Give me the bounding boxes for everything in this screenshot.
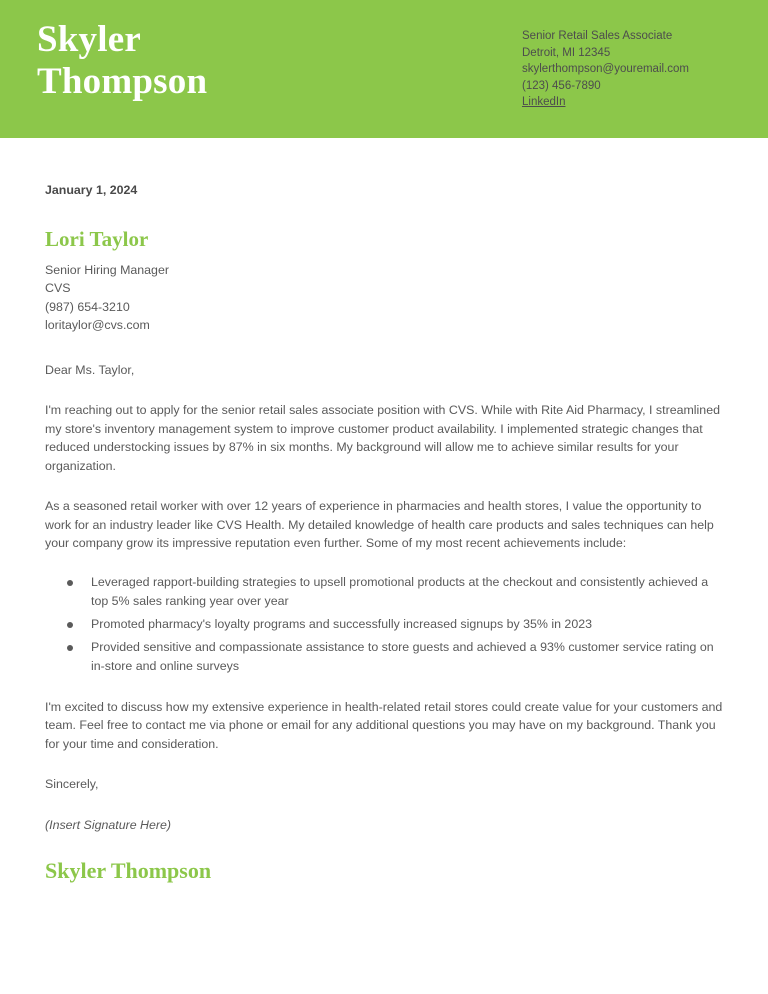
letter-date: January 1, 2024 xyxy=(45,183,138,197)
applicant-first-name: Skyler xyxy=(37,19,141,60)
signature-name: Skyler Thompson xyxy=(45,858,212,883)
recipient-block xyxy=(45,227,724,335)
recipient-company: CVS xyxy=(45,281,71,295)
recipient-phone: (987) 654-3210 xyxy=(45,299,130,314)
signature-placeholder: (Insert Signature Here) xyxy=(45,817,172,832)
applicant-location: Detroit, MI 12345 xyxy=(522,46,611,59)
applicant-email: skylerthompson@youremail.com xyxy=(522,63,689,75)
letter-paragraph-3: I'm excited to discuss how my extensive experience in health-related retail stores could create value for your customers and team. Feel free to contact me via phone or email for any additional questions you may have on my background. Thank you for your time and consideration. xyxy=(45,699,723,751)
letter-paragraph-2: As a seasoned retail worker with over 12 years of experience in pharmacies and health stores, I value the opportunity to work for an industry leader like CVS Health. My detailed knowledge of health care products and sales techniques can help your company grow its impressive reputation even further. Some of my most recent achievements include: xyxy=(45,499,714,550)
linkedin-link[interactable]: LinkedIn xyxy=(522,96,566,108)
letter-header xyxy=(0,0,768,138)
applicant-job-title: Senior Retail Sales Associate xyxy=(522,30,673,42)
applicant-name-heading xyxy=(37,19,457,103)
list-item: Provided sensitive and compassionate assistance to store guests and achieved a 93% customer service rating on in-store and online surveys xyxy=(45,638,724,676)
recipient-name: Lori Taylor xyxy=(45,226,149,251)
applicant-contact-block xyxy=(522,28,742,111)
achievements-list xyxy=(45,573,724,676)
applicant-phone: (123) 456-7890 xyxy=(522,79,601,92)
list-item: Promoted pharmacy's loyalty programs and successfully increased signups by 35% in 2023 xyxy=(45,615,724,634)
recipient-title: Senior Hiring Manager xyxy=(45,262,169,277)
recipient-email: loritaylor@cvs.com xyxy=(45,318,150,332)
letter-paragraph-1: I'm reaching out to apply for the senior retail sales associate position with CVS. While with Rite Aid Pharmacy, I streamlined my store's inventory management system to improve customer product availability. I implemented strategic changes that reduced understocking issues by 87% in six months. My background will allow me to achieve similar results for your organization. xyxy=(45,403,720,473)
letter-salutation: Dear Ms. Taylor, xyxy=(45,362,135,377)
list-item: Leveraged rapport-building strategies to upsell promotional products at the checkout and consistently achieved a top 5% sales ranking year over year xyxy=(45,573,724,611)
letter-closing-salutation: Sincerely, xyxy=(45,777,99,791)
applicant-last-name: Thompson xyxy=(37,61,208,102)
letter-body xyxy=(0,181,768,884)
